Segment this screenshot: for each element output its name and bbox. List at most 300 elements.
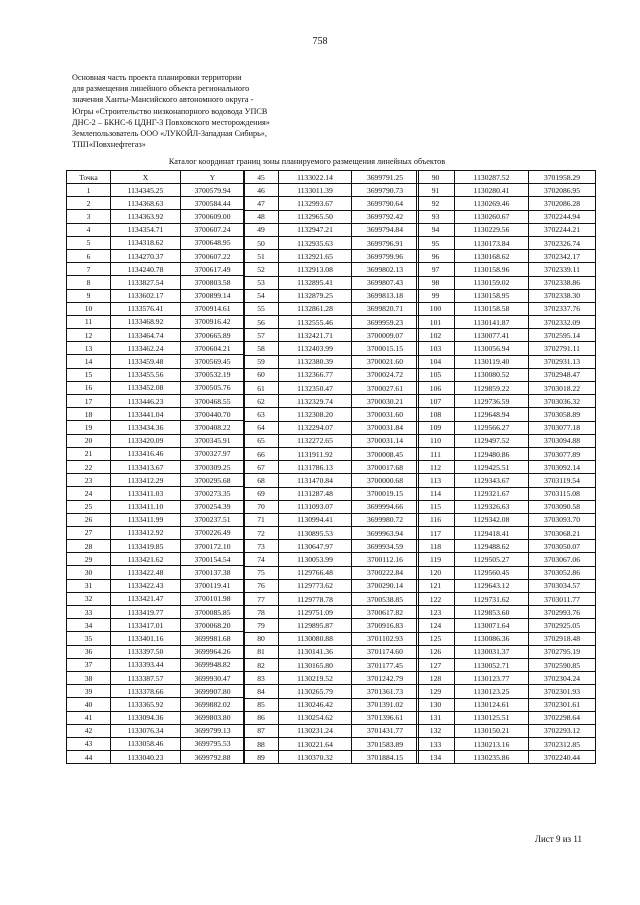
coord-y: 3703052.86 <box>529 566 596 579</box>
table-row <box>417 724 596 737</box>
point-number: 30 <box>67 566 111 579</box>
coord-y: 3702595.14 <box>529 329 596 342</box>
coord-x: 1134354.71 <box>111 223 181 236</box>
coord-x: 1130141.87 <box>455 316 529 329</box>
table-row <box>417 685 596 698</box>
table-row <box>244 698 419 711</box>
coord-y: 3702293.12 <box>529 724 596 737</box>
coord-x: 1132895.41 <box>279 276 352 289</box>
point-number: 106 <box>417 382 455 395</box>
coord-x: 1130265.79 <box>279 685 352 698</box>
coord-y: 3702795.19 <box>529 645 596 658</box>
coord-x: 1133022.14 <box>279 171 352 184</box>
point-number: 36 <box>67 645 111 658</box>
point-number: 86 <box>244 711 279 724</box>
coord-y: 3699907.80 <box>181 685 245 698</box>
coord-x: 1133387.57 <box>111 671 181 684</box>
table-row <box>244 434 419 447</box>
table-row <box>67 724 245 737</box>
coord-y: 3700027.61 <box>352 382 419 395</box>
coord-x: 1133411.99 <box>111 513 181 526</box>
table-row <box>67 698 245 711</box>
point-number: 112 <box>417 461 455 474</box>
coord-y: 3700916.42 <box>181 315 245 328</box>
coord-x: 1133411.03 <box>111 487 181 500</box>
point-number: 29 <box>67 553 111 566</box>
coord-y: 3700068.20 <box>181 619 245 632</box>
header-line: Югры «Строительство низконапорного водовода УПСВ <box>72 106 268 116</box>
coord-y: 3702338.30 <box>529 289 596 302</box>
table-row <box>67 606 245 619</box>
point-number: 3 <box>67 210 111 223</box>
coord-x: 1133365.92 <box>111 698 181 711</box>
coord-y: 3702312.85 <box>529 738 596 751</box>
coord-x: 1131786.13 <box>279 461 352 474</box>
coord-y: 3699963.94 <box>352 527 419 540</box>
table-row <box>244 368 419 381</box>
coord-x: 1133421.47 <box>111 592 181 605</box>
table-row <box>244 302 419 315</box>
coord-x: 1129321.67 <box>455 487 529 500</box>
point-number: 118 <box>417 540 455 553</box>
table-row <box>67 434 245 447</box>
coord-y: 3699948.82 <box>181 658 245 671</box>
table-row <box>417 513 596 526</box>
coord-x: 1132935.63 <box>279 236 352 249</box>
table-row <box>417 593 596 606</box>
table-row <box>417 171 596 184</box>
coord-y: 3700648.95 <box>181 236 245 249</box>
coord-y: 3700031.60 <box>352 408 419 421</box>
coord-y: 3700226.49 <box>181 526 245 539</box>
table-row <box>417 698 596 711</box>
table-row <box>244 184 419 197</box>
point-number: 117 <box>417 527 455 540</box>
table-row <box>417 606 596 619</box>
table-row <box>244 289 419 302</box>
table-row <box>244 382 419 395</box>
coord-x: 1132272.65 <box>279 434 352 447</box>
table-row <box>67 368 245 381</box>
table-row <box>244 540 419 553</box>
coord-y: 3700538.85 <box>352 593 419 606</box>
point-number: 67 <box>244 461 279 474</box>
coord-y: 3700024.72 <box>352 368 419 381</box>
table-row <box>67 447 245 460</box>
point-number: 57 <box>244 329 279 342</box>
table-row <box>417 461 596 474</box>
coord-y: 3700607.24 <box>181 223 245 236</box>
table-row <box>244 513 419 526</box>
table-row <box>244 355 419 368</box>
point-number: 73 <box>244 540 279 553</box>
coord-x: 1133422.48 <box>111 566 181 579</box>
table-row <box>417 395 596 408</box>
coord-x: 1129773.62 <box>279 579 352 592</box>
coord-x: 1133422.43 <box>111 579 181 592</box>
coord-y: 3699930.47 <box>181 671 245 684</box>
point-number: 116 <box>417 513 455 526</box>
point-number: 4 <box>67 223 111 236</box>
table-row <box>244 658 419 671</box>
point-number: 21 <box>67 447 111 460</box>
coord-x: 1130280.41 <box>455 184 529 197</box>
header-line: Землепользователь ООО «ЛУКОЙЛ-Западная Сибирь», <box>72 129 267 139</box>
table-row <box>67 421 245 434</box>
point-number: 33 <box>67 606 111 619</box>
coord-y: 3703077.18 <box>529 421 596 434</box>
point-number: 31 <box>67 579 111 592</box>
table-row <box>417 645 596 658</box>
coord-x: 1133419.85 <box>111 540 181 553</box>
point-number: 50 <box>244 236 279 249</box>
point-number: 41 <box>67 711 111 724</box>
coord-x: 1129643.12 <box>455 579 529 592</box>
coord-x: 1133412.92 <box>111 526 181 539</box>
point-number: 89 <box>244 751 279 764</box>
coord-y: 3700309.25 <box>181 460 245 473</box>
point-number: 61 <box>244 382 279 395</box>
coord-x: 1133401.16 <box>111 632 181 645</box>
table-row <box>417 368 596 381</box>
table-row <box>417 316 596 329</box>
table-row <box>67 408 245 421</box>
coord-x: 1130254.62 <box>279 711 352 724</box>
point-number: 64 <box>244 421 279 434</box>
point-number: 124 <box>417 619 455 632</box>
document-header <box>72 72 572 150</box>
table-row <box>67 184 245 197</box>
point-number: 10 <box>67 302 111 315</box>
point-number: 42 <box>67 724 111 737</box>
coord-y: 3699820.71 <box>352 302 419 315</box>
coord-x: 1130647.97 <box>279 540 352 553</box>
table-row <box>244 236 419 249</box>
point-number: 51 <box>244 250 279 263</box>
point-number: 123 <box>417 606 455 619</box>
header-x: X <box>111 171 181 184</box>
table-row <box>417 487 596 500</box>
point-number: 2 <box>67 197 111 210</box>
coord-y: 3700031.84 <box>352 421 419 434</box>
point-number: 120 <box>417 566 455 579</box>
coord-y: 3700101.98 <box>181 592 245 605</box>
coord-y: 3702244.21 <box>529 223 596 236</box>
point-number: 7 <box>67 263 111 276</box>
point-number: 45 <box>244 171 279 184</box>
coord-x: 1133462.24 <box>111 342 181 355</box>
coord-y: 3700327.97 <box>181 447 245 460</box>
coord-x: 1130123.77 <box>455 672 529 685</box>
coord-x: 1129418.41 <box>455 527 529 540</box>
point-number: 133 <box>417 738 455 751</box>
coord-x: 1133378.66 <box>111 685 181 698</box>
table-row <box>67 315 245 328</box>
point-number: 92 <box>417 197 455 210</box>
point-number: 130 <box>417 698 455 711</box>
table-row <box>244 421 419 434</box>
table-row <box>67 302 245 315</box>
coord-y: 3699807.43 <box>352 276 419 289</box>
table-row <box>67 711 245 724</box>
coord-x: 1133434.36 <box>111 421 181 434</box>
table-row <box>244 553 419 566</box>
coord-x: 1130165.80 <box>279 658 352 671</box>
table-row <box>417 184 596 197</box>
point-number: 16 <box>67 381 111 394</box>
coordinates-table-1 <box>66 170 245 764</box>
table-row <box>67 526 245 539</box>
coord-y: 3701391.02 <box>352 698 419 711</box>
coord-y: 3700505.76 <box>181 381 245 394</box>
table-row <box>67 460 245 473</box>
point-number: 65 <box>244 434 279 447</box>
coord-x: 1133602.17 <box>111 289 181 302</box>
header-line: ДНС-2 – БКНС-6 ЦДНГ-3 Повховского месторождения» <box>72 117 270 127</box>
coord-y: 3699796.91 <box>352 236 419 249</box>
table-row <box>417 276 596 289</box>
coord-x: 1134240.78 <box>111 263 181 276</box>
coord-x: 1130219.52 <box>279 672 352 685</box>
table-row <box>67 289 245 302</box>
coord-y: 3700604.21 <box>181 342 245 355</box>
coord-y: 3700899.14 <box>181 289 245 302</box>
coord-x: 1134368.63 <box>111 197 181 210</box>
coord-y: 3700137.38 <box>181 566 245 579</box>
coord-y: 3699981.68 <box>181 632 245 645</box>
coord-x: 1132993.67 <box>279 197 352 210</box>
point-number: 62 <box>244 395 279 408</box>
coord-x: 1133468.92 <box>111 315 181 328</box>
coord-y: 3700021.60 <box>352 355 419 368</box>
point-number: 28 <box>67 540 111 553</box>
coord-y: 3700295.68 <box>181 474 245 487</box>
table-row <box>417 738 596 751</box>
coord-x: 1133076.34 <box>111 724 181 737</box>
table-row <box>417 751 596 764</box>
catalog-title: Каталог координат границ зоны планируемого размещения линейных объектов <box>168 157 446 166</box>
coord-x: 1130141.36 <box>279 645 352 658</box>
point-number: 80 <box>244 632 279 645</box>
coord-y: 3702590.85 <box>529 658 596 671</box>
coord-y: 3699964.26 <box>181 645 245 658</box>
table-row <box>417 474 596 487</box>
table-row <box>417 250 596 263</box>
table-row <box>417 355 596 368</box>
coord-y: 3700584.44 <box>181 197 245 210</box>
table-row <box>244 316 419 329</box>
coord-y: 3702244.94 <box>529 210 596 223</box>
coord-x: 1132913.08 <box>279 263 352 276</box>
coord-x: 1130124.61 <box>455 698 529 711</box>
point-number: 98 <box>417 276 455 289</box>
header-point: Точка <box>67 171 111 184</box>
point-number: 6 <box>67 249 111 262</box>
table-row <box>244 461 419 474</box>
coord-x: 1131287.48 <box>279 487 352 500</box>
coord-x: 1132403.99 <box>279 342 352 355</box>
coord-y: 3700916.83 <box>352 619 419 632</box>
coord-x: 1130269.46 <box>455 197 529 210</box>
coord-y: 3702326.74 <box>529 236 596 249</box>
point-number: 83 <box>244 672 279 685</box>
coord-y: 3700017.68 <box>352 461 419 474</box>
point-number: 99 <box>417 289 455 302</box>
coord-x: 1134270.37 <box>111 249 181 262</box>
coord-y: 3701583.89 <box>352 738 419 751</box>
coord-y: 3700222.84 <box>352 566 419 579</box>
table-row <box>244 593 419 606</box>
coord-x: 1129853.60 <box>455 606 529 619</box>
coord-x: 1130056.94 <box>455 342 529 355</box>
coordinates-table-2 <box>243 170 419 764</box>
coord-y: 3703068.21 <box>529 527 596 540</box>
coord-y: 3700119.41 <box>181 579 245 592</box>
point-number: 27 <box>67 526 111 539</box>
point-number: 129 <box>417 685 455 698</box>
coord-y: 3700030.21 <box>352 395 419 408</box>
coord-x: 1132366.77 <box>279 368 352 381</box>
coord-x: 1133411.10 <box>111 500 181 513</box>
point-number: 63 <box>244 408 279 421</box>
coord-y: 3699799.96 <box>352 250 419 263</box>
coord-y: 3702240.44 <box>529 751 596 764</box>
point-number: 59 <box>244 355 279 368</box>
coord-x: 1133094.36 <box>111 711 181 724</box>
table-row <box>244 210 419 223</box>
table-row <box>417 342 596 355</box>
table-row <box>67 645 245 658</box>
coord-y: 3700000.68 <box>352 474 419 487</box>
coord-y: 3700607.22 <box>181 249 245 262</box>
point-number: 79 <box>244 619 279 632</box>
coord-y: 3703090.58 <box>529 500 596 513</box>
coord-x: 1130125.51 <box>455 711 529 724</box>
coord-x: 1129497.52 <box>455 434 529 447</box>
coord-x: 1130031.37 <box>455 645 529 658</box>
table-row <box>417 527 596 540</box>
table-row <box>417 223 596 236</box>
point-number: 52 <box>244 263 279 276</box>
point-number: 37 <box>67 658 111 671</box>
coord-y: 3700273.35 <box>181 487 245 500</box>
point-number: 40 <box>67 698 111 711</box>
point-number: 88 <box>244 738 279 751</box>
coord-x: 1129778.78 <box>279 593 352 606</box>
coord-y: 3700617.82 <box>352 606 419 619</box>
point-number: 15 <box>67 368 111 381</box>
table-row <box>244 171 419 184</box>
coord-y: 3700015.15 <box>352 342 419 355</box>
table-row <box>417 210 596 223</box>
point-number: 93 <box>417 210 455 223</box>
point-number: 97 <box>417 263 455 276</box>
coord-x: 1130086.36 <box>455 632 529 645</box>
point-number: 132 <box>417 724 455 737</box>
coord-y: 3700569.45 <box>181 355 245 368</box>
coord-x: 1133827.54 <box>111 276 181 289</box>
point-number: 121 <box>417 579 455 592</box>
coord-x: 1130168.62 <box>455 250 529 263</box>
table-row <box>417 632 596 645</box>
table-row <box>417 434 596 447</box>
table-row <box>417 500 596 513</box>
coord-y: 3699882.02 <box>181 698 245 711</box>
point-number: 35 <box>67 632 111 645</box>
point-number: 22 <box>67 460 111 473</box>
coord-y: 3703018.22 <box>529 382 596 395</box>
coord-y: 3702304.24 <box>529 672 596 685</box>
table-row <box>417 566 596 579</box>
coord-x: 1133459.48 <box>111 355 181 368</box>
coord-y: 3700609.00 <box>181 210 245 223</box>
coord-y: 3702086.28 <box>529 197 596 210</box>
table-row <box>67 487 245 500</box>
table-row <box>67 592 245 605</box>
coord-x: 1130123.25 <box>455 685 529 698</box>
table-row <box>417 408 596 421</box>
coord-x: 1129326.63 <box>455 500 529 513</box>
coord-x: 1130229.56 <box>455 223 529 236</box>
coord-y: 3700019.15 <box>352 487 419 500</box>
coord-y: 3703050.07 <box>529 540 596 553</box>
coord-x: 1129480.86 <box>455 447 529 460</box>
sheet-footer: Лист 9 из 11 <box>534 834 582 844</box>
point-number: 17 <box>67 395 111 408</box>
table-row <box>244 487 419 500</box>
coord-y: 3702342.17 <box>529 250 596 263</box>
coord-y: 3700154.54 <box>181 553 245 566</box>
point-number: 119 <box>417 553 455 566</box>
table-row <box>417 540 596 553</box>
coord-y: 3702993.76 <box>529 606 596 619</box>
point-number: 122 <box>417 593 455 606</box>
coord-y: 3703067.06 <box>529 553 596 566</box>
point-number: 84 <box>244 685 279 698</box>
header-y: Y <box>181 171 245 184</box>
coord-x: 1130150.21 <box>455 724 529 737</box>
table-row <box>244 527 419 540</box>
table-row <box>417 619 596 632</box>
coord-y: 3703119.54 <box>529 474 596 487</box>
table-row <box>417 672 596 685</box>
coord-y: 3700290.14 <box>352 579 419 592</box>
table-row <box>417 197 596 210</box>
coord-y: 3700617.49 <box>181 263 245 276</box>
table-row <box>67 395 245 408</box>
coord-x: 1133446.23 <box>111 395 181 408</box>
coord-y: 3701102.93 <box>352 632 419 645</box>
point-number: 70 <box>244 500 279 513</box>
point-number: 14 <box>67 355 111 368</box>
point-number: 48 <box>244 210 279 223</box>
point-number: 19 <box>67 421 111 434</box>
point-number: 109 <box>417 421 455 434</box>
coord-x: 1133452.08 <box>111 381 181 394</box>
coord-y: 3703092.14 <box>529 461 596 474</box>
coord-y: 3702298.64 <box>529 711 596 724</box>
table-row <box>244 632 419 645</box>
table-row <box>67 474 245 487</box>
coord-x: 1130221.64 <box>279 738 352 751</box>
table-row <box>244 685 419 698</box>
coord-x: 1130158.96 <box>455 263 529 276</box>
point-number: 82 <box>244 658 279 671</box>
table-row <box>67 210 245 223</box>
coord-y: 3701174.60 <box>352 645 419 658</box>
coord-x: 1133421.62 <box>111 553 181 566</box>
coord-y: 3703093.70 <box>529 513 596 526</box>
